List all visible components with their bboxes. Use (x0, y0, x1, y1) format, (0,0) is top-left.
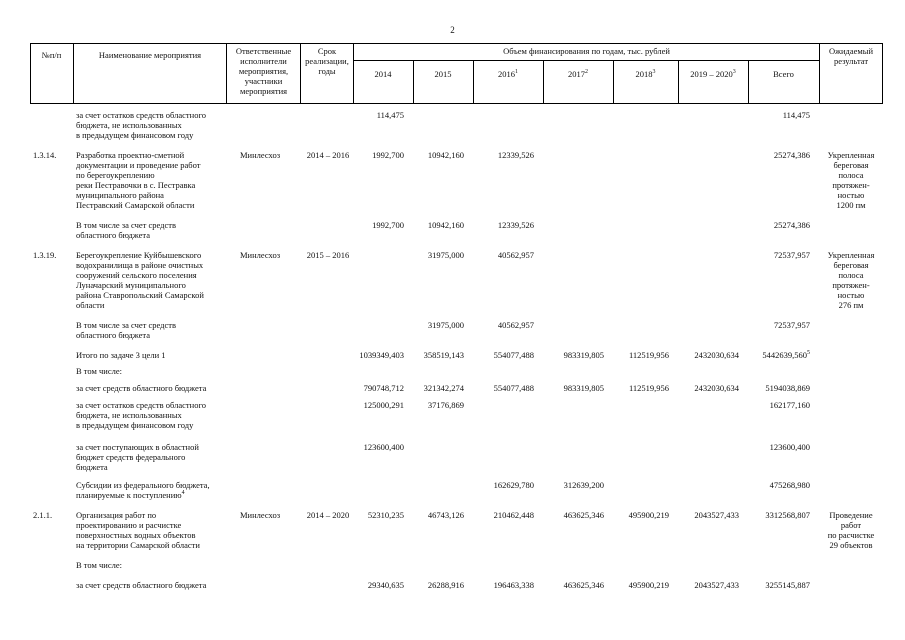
row-name: Итого по задаче 3 цели 1 (76, 350, 166, 360)
cell-value: 1992,700 (372, 220, 404, 230)
row-result: Укрепленная береговая полоса протяжен- ностью 1200 пм (827, 150, 875, 210)
table-header (30, 43, 883, 103)
funding-divider (353, 60, 819, 61)
row-name: за счет средств областного бюджета (76, 580, 207, 590)
cell-total: 475268,980 (769, 480, 810, 490)
cell-total: 25274,386 (773, 150, 810, 160)
row-result: Укрепленная береговая полоса протяжен- ностью 276 пм (827, 250, 875, 310)
cell-total: 25274,386 (773, 220, 810, 230)
row-name: за счет остатков средств областного бюджета, не использованных в предыдущем финансовом году (76, 400, 206, 430)
cell-value: 123600,400 (363, 442, 404, 452)
cell-total: 72537,957 (773, 250, 810, 260)
cell-value: 29340,635 (367, 580, 404, 590)
cell-value: 125000,291 (363, 400, 404, 410)
cell-value: 10942,160 (427, 220, 464, 230)
cell-value: 162629,780 (493, 480, 534, 490)
row-name: за счет средств областного бюджета (76, 383, 207, 393)
row-responsible: Минлесхоз (240, 510, 281, 520)
header-funding: Объем финансирования по годам, тыс. рублей (503, 46, 670, 56)
header-top-border (30, 43, 883, 44)
cell-total: 123600,400 (769, 442, 810, 452)
cell-value: 983319,805 (563, 383, 604, 393)
cell-value: 358519,143 (423, 350, 464, 360)
cell-value: 210462,448 (493, 510, 534, 520)
cell-value: 40562,957 (497, 320, 534, 330)
row-name: Организация работ по проектированию и расчистке поверхностных водных объектов на территории Самарской области (76, 510, 200, 550)
cell-total: 114,475 (782, 110, 810, 120)
row-period: 2015 – 2016 (306, 250, 350, 260)
cell-total: 5442639,560$^5$ (762, 350, 810, 360)
cell-value: 10942,160 (427, 150, 464, 160)
row-number: 1.3.14. (33, 150, 57, 160)
cell-value: 52310,235 (367, 510, 404, 520)
cell-value: 196463,338 (493, 580, 534, 590)
cell-value: 37176,869 (427, 400, 464, 410)
header-result: Ожидаемый результат (828, 46, 874, 66)
header-period: Срок реализации, годы (305, 46, 349, 76)
row-name: Берегоукрепление Куйбышевского водохранилища в районе очистных сооружений сельского поселения Луначарский муниципального района Ставропольский Самарской области (76, 250, 204, 310)
header-year-total: Всего (773, 69, 794, 79)
cell-value: 554077,488 (493, 350, 534, 360)
row-name: В том числе за счет средств областного бюджета (76, 220, 176, 240)
header-name: Наименование мероприятия (98, 50, 202, 60)
cell-value: 12339,526 (497, 220, 534, 230)
footnote-mark: 4 (181, 490, 185, 497)
cell-value: 321342,274 (423, 383, 464, 393)
row-name: В том числе за счет средств областного бюджета (76, 320, 176, 340)
header-responsible: Ответственные исполнители мероприятия, участники мероприятия (235, 46, 292, 96)
cell-value: 2043527,433 (694, 510, 739, 520)
cell-value: 40562,957 (497, 250, 534, 260)
row-name: Субсидии из федерального бюджета, планируемые к поступлению$^4$ (76, 480, 210, 500)
header-year: 2017$^2$ (568, 69, 588, 79)
cell-total: 162177,160 (769, 400, 810, 410)
row-name: В том числе: (76, 560, 122, 570)
cell-value: 1039349,403 (359, 350, 404, 360)
row-responsible: Минлесхоз (240, 250, 281, 260)
cell-value: 495900,219 (628, 510, 669, 520)
cell-total: 72537,957 (773, 320, 810, 330)
cell-value: 790748,712 (363, 383, 404, 393)
cell-value: 31975,000 (427, 320, 464, 330)
cell-value: 2432030,634 (694, 350, 739, 360)
header-bottom-border (30, 103, 883, 104)
header-year: 2016$^1$ (498, 69, 518, 79)
row-number: 2.1.1. (33, 510, 53, 520)
cell-value: 26288,916 (427, 580, 464, 590)
cell-value: 46743,126 (427, 510, 464, 520)
cell-value: 495900,219 (628, 580, 669, 590)
row-name: за счет поступающих в областной бюджет средств федерального бюджета (76, 442, 199, 472)
cell-value: 312639,200 (563, 480, 604, 490)
header-year: 2019 – 2020$^3$ (690, 69, 736, 79)
header-year: 2018$^3$ (635, 69, 656, 79)
row-period: 2014 – 2016 (306, 150, 350, 160)
footnote-mark: 5 (807, 350, 810, 357)
cell-value: 12339,526 (497, 150, 534, 160)
row-name: В том числе: (76, 366, 122, 376)
cell-value: 112519,956 (628, 383, 669, 393)
header-year: 2014 (374, 69, 392, 79)
cell-value: 112519,956 (628, 350, 669, 360)
cell-value: 114,475 (376, 110, 404, 120)
cell-total: 5194038,869 (765, 383, 810, 393)
page-number: 2 (450, 25, 455, 35)
cell-total: 3255145,887 (765, 580, 810, 590)
row-name: за счет остатков средств областного бюджета, не использованных в предыдущем финансовом году (76, 110, 206, 140)
cell-value: 983319,805 (563, 350, 604, 360)
row-responsible: Минлесхоз (240, 150, 281, 160)
header-year: 2015 (434, 69, 452, 79)
header-num: №п/п (41, 50, 62, 60)
cell-value: 2043527,433 (694, 580, 739, 590)
row-name: Разработка проектно-сметной документации и проведение работ по берегоукреплению реки Пестравочки в с. Пестравка муниципального района Пестравский Самарской области (76, 150, 201, 210)
row-number: 1.3.19. (33, 250, 57, 260)
row-period: 2014 – 2020 (306, 510, 350, 520)
cell-value: 554077,488 (493, 383, 534, 393)
cell-value: 1992,700 (372, 150, 404, 160)
row-result: Проведение работ по расчистке 29 объектов (827, 510, 875, 550)
cell-value: 2432030,634 (694, 383, 739, 393)
cell-value: 463625,346 (563, 510, 604, 520)
cell-value: 463625,346 (563, 580, 604, 590)
cell-total: 3312568,807 (765, 510, 810, 520)
cell-value: 31975,000 (427, 250, 464, 260)
